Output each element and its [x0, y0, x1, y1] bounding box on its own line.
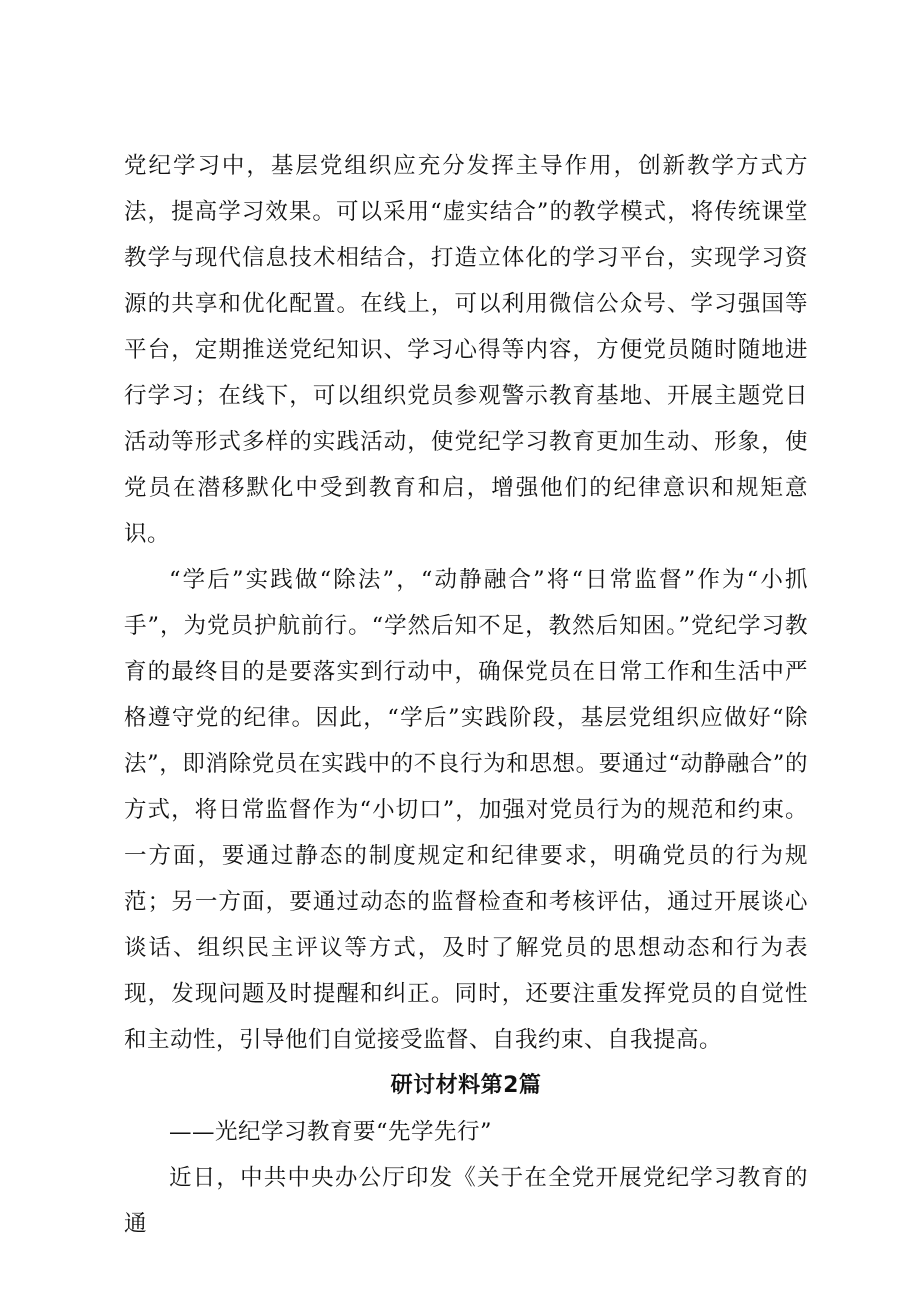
- paragraph-virtual-real-teaching: 党纪学习中，基层党组织应充分发挥主导作用，创新教学方式方法，提高学习效果。可以采用“虚实结合”的教学模式，将传统课堂教学与现代信息技术相结合，打造立体化的学习平台，实现学习资源的共享和优化配置。在线上，可以利用微信公众号、学习强国等平台，定期推送党纪知识、学习心得等内容，方便党员随时随地进行学习；在线下，可以组织党员参观警示教育基地、开展主题党日活动等形式多样的实践活动，使党纪学习教育更加生动、形象，使党员在潜移默化中受到教育和启，增强他们的纪律意识和规矩意识。: [124, 153, 808, 547]
- paragraph-notice-intro: 近日，中共中央办公厅印发《关于在全党开展党纪学习教育的通: [124, 1165, 808, 1237]
- document-body: [124, 143, 808, 1247]
- section-subtitle: ——光纪学习教育要“先学先行”: [169, 1119, 493, 1145]
- section-heading: 研讨材料第2篇: [390, 1073, 542, 1098]
- paragraph-post-study-practice: “学后”实践做“除法”，“动静融合”将“日常监督”作为“小抓手”，为党员护航前行。“学然后知不足，教然后知困。”党纪学习教育的最终目的是要落实到行动中，确保党员在日常工作和生活中严格遵守党的纪律。因此，“学后”实践阶段，基层党组织应做好“除法”，即消除党员在实践中的不良行为和思想。要通过“动静融合”的方式，将日常监督作为“小切口”，加强对党员行为的规范和约束。一方面，要通过静态的制度规定和纪律要求，明确党员的行为规范；另一方面，要通过动态的监督检查和考核评估，通过开展谈心谈话、组织民主评议等方式，及时了解党员的思想动态和行为表现，发现问题及时提醒和纠正。同时，还要注重发挥党员的自觉性和主动性，引导他们自觉接受监督、自我约束、自我提高。: [124, 567, 808, 1053]
